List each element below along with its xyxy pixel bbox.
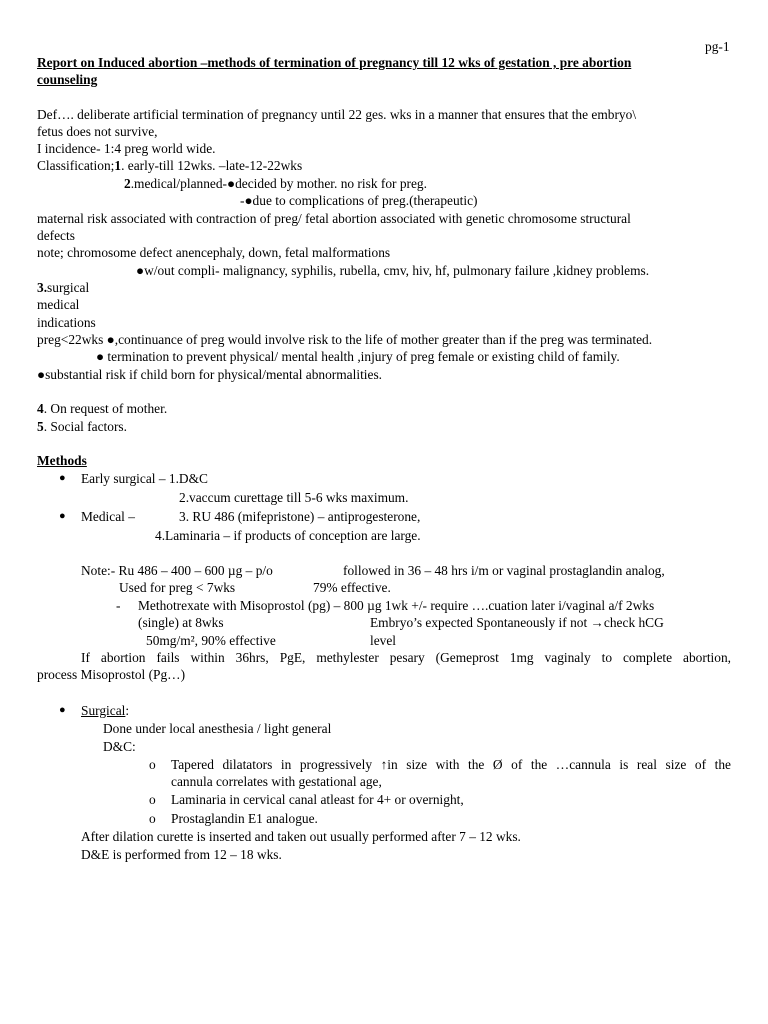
bullet-icon: ● xyxy=(59,704,66,716)
maternal-note: note; chromosome defect anencephaly, down, fetal malformations xyxy=(37,245,391,260)
classification-num-1: 1 xyxy=(114,158,122,173)
hcg-level: level xyxy=(370,633,397,648)
class-3-preg: preg<22wks ●,continuance of preg would involve risk to the life of mother greater than if the preg was terminated. xyxy=(37,332,653,347)
title-line-2: counseling xyxy=(37,72,98,87)
methods-laminaria: 4.Laminaria – if products of conception are large. xyxy=(155,528,421,543)
used-effective: 79% effective. xyxy=(313,580,391,595)
sub-marker: o xyxy=(149,811,156,826)
sub-marker: o xyxy=(149,792,156,807)
embryo-expected: Embryo’s expected Spontaneously if not →check hCG xyxy=(370,615,664,630)
class-3-num: 3. xyxy=(37,280,48,295)
class-5-text: . Social factors. xyxy=(43,419,127,434)
class-3-indications: indications xyxy=(37,315,96,330)
maternal-line-2: defects xyxy=(37,228,75,243)
classification-line xyxy=(37,157,302,174)
class-5-num: 5 xyxy=(37,419,44,434)
definition-line-2: fetus does not survive, xyxy=(37,124,158,139)
surgical-anesthesia: Done under local anesthesia / light general xyxy=(103,721,332,736)
page-number: pg-1 xyxy=(705,39,730,54)
classification-prefix: Classification; xyxy=(37,158,115,173)
methods-early-surgical: Early surgical – 1.D&C xyxy=(81,471,208,486)
bullet-icon: ● xyxy=(59,510,66,522)
class-3-line xyxy=(37,279,89,296)
without-complications: ●w/out compli- malignancy, syphilis, rubella, cmv, hiv, hf, pulmonary failure ,kidney problems. xyxy=(136,263,650,278)
surgical-item-1-line-1: Tapered dilatators in progressively ↑in size with the Ø of the …cannula is real size of the xyxy=(171,757,731,772)
note-followed: followed in 36 – 48 hrs i/m or vaginal prostaglandin analog, xyxy=(343,563,665,578)
class-3-termination: ● termination to prevent physical/ mental health ,injury of preg female or existing child of family. xyxy=(96,349,620,364)
class-4-text: . On request of mother. xyxy=(43,401,168,416)
title-line-1: Report on Induced abortion –methods of termination of pregnancy till 12 wks of gestation , pre abortion xyxy=(37,55,632,70)
methods-medical-label: Medical – xyxy=(81,509,135,524)
note-ru-dose: Note:- Ru 486 – 400 – 600 µg – p/o xyxy=(81,563,273,578)
class-3-substantial: ●substantial risk if child born for physical/mental abnormalities. xyxy=(37,367,383,382)
surgical-after: After dilation curette is inserted and taken out usually performed after 7 – 12 wks. xyxy=(81,829,521,844)
methotrexate-line: Methotrexate with Misoprostol (pg) – 800 µg 1wk +/- require ….cuation later i/vaginal a/f 2wks xyxy=(138,598,655,613)
single-line: (single) at 8wks xyxy=(138,615,224,630)
incidence-line: I incidence- 1:4 preg world wide. xyxy=(37,141,216,156)
bullet-icon: ● xyxy=(59,472,66,484)
surgical-de: D&E is performed from 12 – 18 wks. xyxy=(81,847,282,862)
surgical-colon: : xyxy=(125,703,130,718)
maternal-line-1: maternal risk associated with contraction of preg/ fetal abortion associated with genetic chromosome structural xyxy=(37,211,631,226)
class-2-num: 2 xyxy=(124,176,131,191)
used-for: Used for preg < 7wks xyxy=(119,580,236,595)
class-4-line xyxy=(37,400,167,417)
methods-vaccum: 2.vaccum curettage till 5-6 wks maximum. xyxy=(179,490,409,505)
class-5-line xyxy=(37,418,127,435)
definition-line-1: Def…. deliberate artificial termination of pregnancy until 22 ges. wks in a manner that ensures that the embryo\ xyxy=(37,107,637,122)
sub-marker: o xyxy=(149,757,156,772)
surgical-label: Surgical xyxy=(81,703,126,718)
surgical-item-1-line-2: cannula correlates with gestational age, xyxy=(171,774,382,789)
class-3-text: surgical xyxy=(47,280,90,295)
fail-line-1: If abortion fails within 36hrs, PgE, methylester pesary (Gemeprost 1mg vaginaly to complete abortion, xyxy=(81,650,731,665)
dash-marker: - xyxy=(116,598,121,613)
methods-medical-ru: 3. RU 486 (mifepristone) – antiprogesterone, xyxy=(179,509,421,524)
class-2-line xyxy=(124,175,427,192)
surgical-heading xyxy=(81,702,129,719)
surgical-item-2: Laminaria in cervical canal atleast for 4+ or overnight, xyxy=(171,792,464,807)
class-2-sub: -●due to complications of preg.(therapeutic) xyxy=(240,193,478,208)
surgical-dc: D&C: xyxy=(103,739,136,754)
class-3-medical: medical xyxy=(37,297,80,312)
surgical-item-3: Prostaglandin E1 analogue. xyxy=(171,811,318,826)
dose-effective: 50mg/m², 90% effective xyxy=(146,633,276,648)
class-4-num: 4 xyxy=(37,401,44,416)
class-2-text: .medical/planned-●decided by mother. no risk for preg. xyxy=(130,176,427,191)
fail-line-2: process Misoprostol (Pg…) xyxy=(37,667,186,682)
classification-text: . early-till 12wks. –late-12-22wks xyxy=(121,158,303,173)
methods-heading: Methods xyxy=(37,453,87,468)
